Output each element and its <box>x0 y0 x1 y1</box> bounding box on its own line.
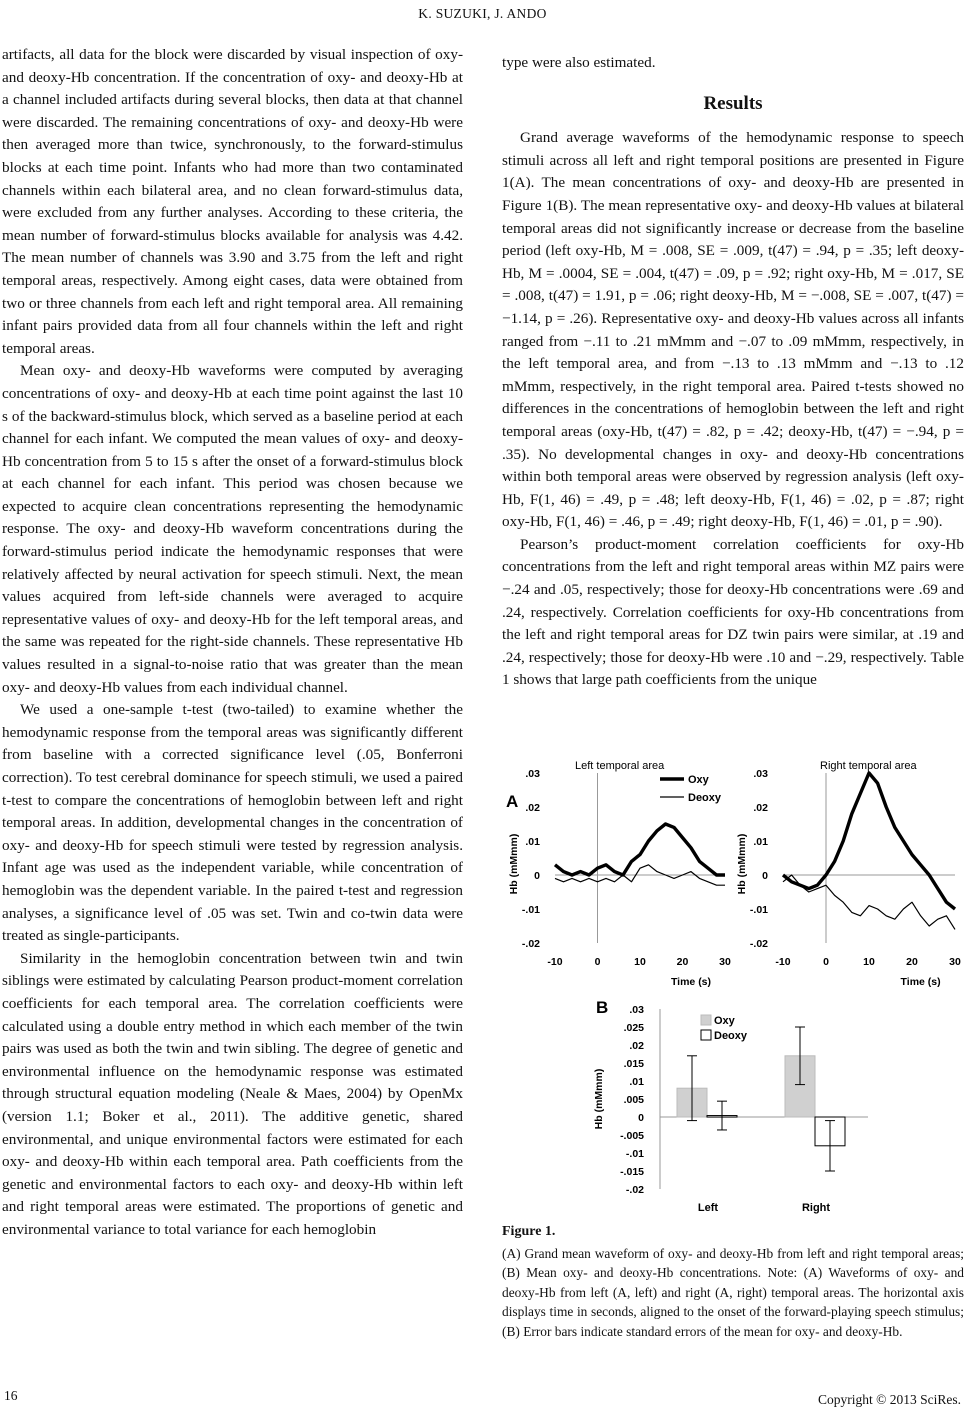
y-tick-label: .01 <box>629 1076 644 1088</box>
legend-deoxy-label: Deoxy <box>714 1030 748 1042</box>
x-tick-label: 20 <box>676 956 689 968</box>
oxy-line <box>783 773 955 909</box>
section-heading-results: Results <box>703 92 763 114</box>
y-tick-label: -.02 <box>625 1184 644 1196</box>
y-tick-label: .01 <box>525 836 540 848</box>
y-tick-label: .02 <box>753 802 768 814</box>
x-tick-label: -10 <box>547 956 563 968</box>
y-axis-label: Hb (mMmm) <box>736 833 748 895</box>
x-tick-label: 0 <box>594 956 601 968</box>
figure-1 <box>500 755 965 1225</box>
y-tick-label: 0 <box>534 870 540 882</box>
x-axis-label: Time (s) <box>670 976 712 988</box>
y-tick-label: 0 <box>638 1112 644 1124</box>
panel-b-label: B <box>596 998 609 1017</box>
running-header: K. SUZUKI, J. ANDO <box>418 6 547 21</box>
y-tick-label: 0 <box>762 870 768 882</box>
paragraph: Grand average waveforms of the hemodynamic response to speech stimuli across all left and right temporal positions are presented in Figure 1(A). The mean concentrations of oxy- and deoxy-Hb are presented in Figure 1(B). The mean representative oxy- and deoxy-Hb values at bilateral temporal areas did not significantly increase or decrease from the baseline period (left oxy-Hb, M = .008, SE = .009, t(47) = .94, p = .35; left deoxy-Hb, M = .0004, SE = .004, t(47) = .09, p = .92; right oxy-Hb, M = .017, SE = .008, t(47) = 1.91, p = .06; right deoxy-Hb, M = −.008, SE = .007, t(47) = −1.14, p = .26). Representative oxy- and deoxy-Hb values across all infants ranged from −.11 to .21 mMmm and −.07 to .09 mMmm, respectively, in the left temporal area, and from −.13 to .13 mMmm and −.13 to .12 mMmm, respectively, in the right temporal area. Paired t-tests showed no differences in the concentrations of hemoglobin between the left and right temporal areas (oxy-Hb, t(47) = .82, p = .42; deoxy-Hb, t(47) = −.94, p = .35). No developmental changes in oxy- and deoxy-Hb concentrations within both temporal areas were observed by regression analysis (left oxy-Hb, F(1, 46) = .49, p = .48; left deoxy-Hb, F(1, 46) = .02, p = .87; right oxy-Hb, F(1, 46) = .46, p = .49; right deoxy-Hb, F(1, 46) = .01, p = .90). <box>502 129 964 531</box>
caption-text: (A) Grand mean waveform of oxy- and deoxy-Hb from left and right temporal areas; (B) Mean oxy- and deoxy-Hb concentrations. Note: (A) Waveforms of oxy- and deoxy-Hb from left (A, left) and right (A, right) temporal areas. The horizontal axis displays time in seconds, aligned to the onset of the forward-playing speech stimulus; (B) Error bars indicate standard errors of the mean for oxy- and deoxy-Hb. <box>502 1245 964 1339</box>
paragraph: Mean oxy- and deoxy-Hb waveforms were computed by averaging concentrations of oxy- and deoxy-Hb at each time point against the last 10 s of the backward-stimulus block, which served as a baseline period at each channel for each infant. We computed the mean values of oxy- and deoxy-Hb concentration from 5 to 15 s after the onset of a forward-stimulus block at each channel for each infant. This period was chosen because we expected to acquire clean concentrations representing the hemodynamic response. The oxy- and deoxy-Hb waveform concentrations during the forward-stimulus period indicate the hemodynamic responses that were relatively affected by neural activation for speech stimuli. Next, the mean values acquired from left-side channels were averaged to acquire representative values of oxy- and deoxy-Hb for the left temporal areas, and the same was repeated for the right-side channels. These representative Hb values resulted in a signal-to-noise ratio that was greater than the mean oxy- and deoxy-Hb values from each individual channel. <box>2 362 463 696</box>
y-axis-label: Hb (mMmm) <box>593 1068 605 1130</box>
x-axis-label: Time (s) <box>900 976 941 988</box>
x-tick-label: 10 <box>634 956 646 968</box>
panel-a-label: A <box>506 792 519 811</box>
y-tick-label: -.015 <box>620 1166 644 1178</box>
y-tick-label: .03 <box>525 768 540 780</box>
paragraph: artifacts, all data for the block were discarded by visual inspection of oxy- and deoxy-Hb concentration. If the concentration of oxy- and deoxy-Hb at a channel included artifacts during several blocks, then data at that channel were discarded. The remaining concentrations of oxy- and deoxy-Hb were then averaged more than twice, synchronously, to the forward-stimulus blocks at each time point. Infants who had more than two contaminated channels within each bilateral area, and no clean forward-stimulus data, were excluded from any further analyses. According to these criteria, the mean number of forward-stimulus blocks available for analysis was 4.42. The mean number of channels was 3.90 and 3.75 from the left and right temporal areas, respectively. Among eight cases, data were obtained from two or three channels from each left and right temporal area. All remaining infant pairs provided data from all four channels within the left and right temporal areas. <box>2 46 463 357</box>
paragraph: Similarity in the hemoglobin concentration between twin and twin siblings were estimated by calculating Pearson product-moment correlation coefficients for each temporal area. The correlation coefficients were calculated using a double entry method in which each member of the twin pairs was used as both the twin and twin sibling. The degree of genetic and environmental influence on the hemodynamic response was estimated through structural equation modeling (Neale & Maes, 2004) by OpenMx (version 1.1; Boker et al., 2011). The additive genetic, shared environmental, and unique environmental factors were estimated for each oxy- and deoxy-Hb within each temporal area. Path coefficients from the genetic and environmental factors to each oxy- and deoxy-Hb within left and right temporal areas were estimated. The proportions of genetic and environmental variance to total variance for each hemoglobin <box>2 949 463 1238</box>
panel-title: Left temporal area <box>575 760 665 772</box>
y-tick-label: -.01 <box>749 904 768 916</box>
deoxy-line <box>783 875 955 929</box>
x-tick-label: 20 <box>906 956 918 968</box>
x-tick-label: 0 <box>823 956 829 968</box>
figure-1-chart <box>500 755 965 1225</box>
y-tick-label: .02 <box>525 802 540 814</box>
y-tick-label: -.02 <box>521 938 540 950</box>
category-label: Right <box>801 1202 831 1214</box>
right-column <box>502 52 964 692</box>
y-tick-label: .015 <box>623 1058 644 1070</box>
page-number: 16 <box>4 1388 18 1403</box>
paragraph: We used a one-sample t-test (two-tailed) to examine whether the hemodynamic response from the temporal areas was significantly different from baseline with a corrected significance level (.05, Bonferroni correction). To test cerebral dominance for speech stimuli, we used a paired t-test to compare the concentrations of hemoglobin between left and right temporal areas. In addition, developmental changes in the concentration of oxy- and deoxy-Hb for speech stimuli were tested by regression analysis. Infant age was used as the independent variable, while concentration of hemoglobin was the dependent variable. In the paired t-test and regression analyses, a significance level of .05 was set. Twin and co-twin data were treated as single-participants. <box>2 701 463 945</box>
category-label: Left <box>697 1202 719 1214</box>
caption-title: Figure 1. <box>502 1224 556 1239</box>
y-tick-label: .025 <box>623 1022 644 1034</box>
x-tick-label: 10 <box>863 956 875 968</box>
paragraph: type were also estimated. <box>502 54 656 71</box>
y-axis-label: Hb (mMmm) <box>508 833 520 895</box>
left-column <box>2 44 463 1241</box>
oxy-line <box>555 824 725 875</box>
x-tick-label: 30 <box>949 956 961 968</box>
copyright: Copyright © 2013 SciRes. <box>817 1392 961 1407</box>
legend-deoxy-label: Deoxy <box>688 792 722 804</box>
y-tick-label: .01 <box>753 836 768 848</box>
legend-deoxy-swatch <box>701 1030 711 1040</box>
figure-caption <box>502 1222 964 1341</box>
legend-oxy-label: Oxy <box>714 1015 735 1027</box>
x-tick-label: 30 <box>719 956 731 968</box>
panel-title: Right temporal area <box>820 760 917 772</box>
paragraph: Pearson’s product-moment correlation coefficients for oxy-Hb concentrations from the left and right temporal areas within MZ pairs were −.24 and .05, respectively; those for deoxy-Hb concentrations were .69 and .24, respectively. Correlation coefficients for oxy-Hb concentrations from the left and right temporal areas for DZ twin pairs were similar, at .19 and .24, respectively; those for deoxy-Hb were .10 and −.29, respectively. Table 1 shows that large path coefficients from the unique <box>502 535 964 689</box>
y-tick-label: -.005 <box>620 1130 644 1142</box>
legend-oxy-label: Oxy <box>688 774 709 786</box>
y-tick-label: .005 <box>623 1094 644 1106</box>
y-tick-label: .03 <box>753 768 768 780</box>
x-tick-label: -10 <box>775 956 791 968</box>
y-tick-label: -.02 <box>749 938 768 950</box>
y-tick-label: -.01 <box>625 1148 644 1160</box>
legend-oxy-swatch <box>701 1015 711 1025</box>
y-tick-label: .03 <box>629 1004 644 1016</box>
y-tick-label: -.01 <box>521 904 540 916</box>
y-tick-label: .02 <box>629 1040 644 1052</box>
